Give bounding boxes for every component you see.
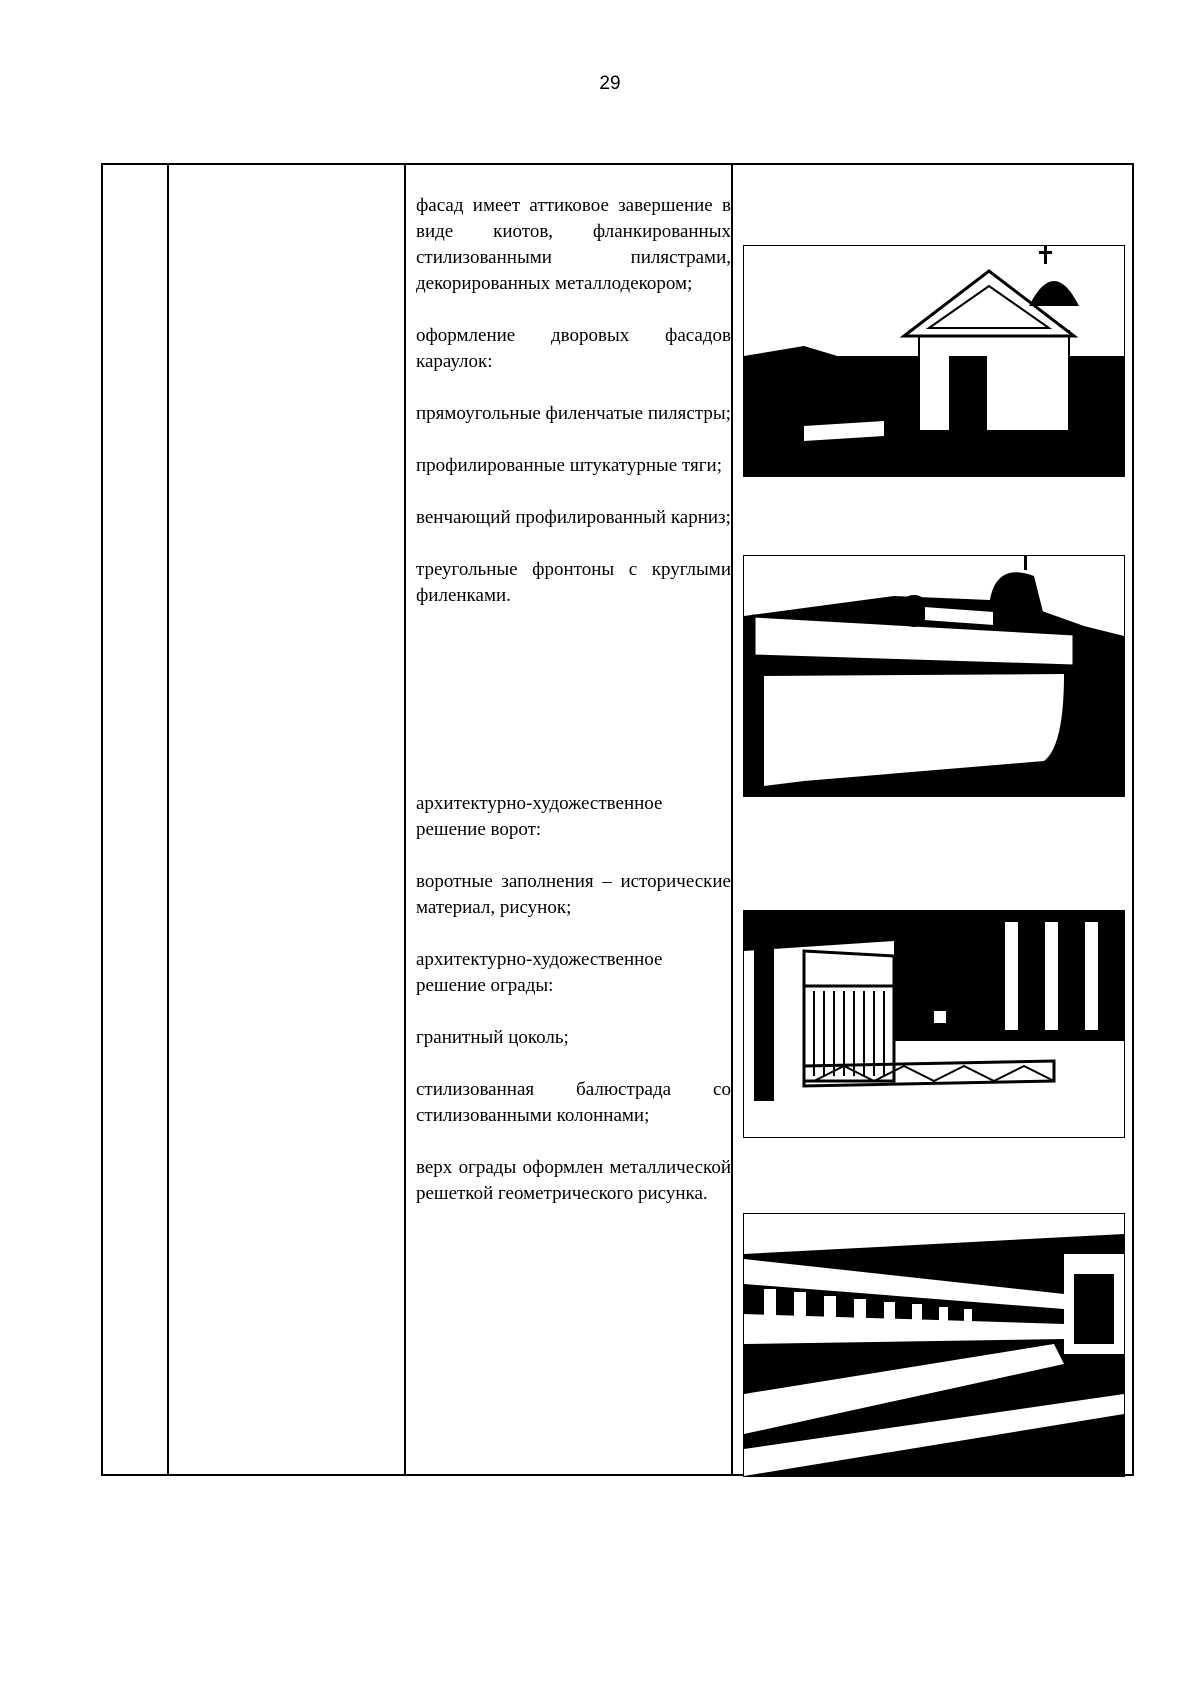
paragraph-cornice: венчающий профилированный карниз; [416, 507, 731, 528]
description-table [101, 163, 1134, 1476]
column-divider-2 [404, 165, 406, 1474]
paragraph-gate-fillings: воротные заполнения – исторические материал, рисунок; [416, 871, 731, 918]
description-text-column [416, 193, 731, 1207]
column-divider-1 [167, 165, 169, 1474]
paragraph-balustrade: стилизованная балюстрада со стилизованными колоннами; [416, 1079, 731, 1126]
cornice-detail-photo-icon [743, 555, 1125, 797]
paragraph-fence-top: верх ограды оформлен металлической решеткой геометрического рисунка. [416, 1157, 731, 1204]
paragraph-attic: фасад имеет аттиковое завершение в виде киотов, фланкированных стилизованными пилястрами, декорированных металлодекором; [416, 195, 731, 294]
guardhouse-photo-icon [743, 245, 1125, 477]
fence-balustrade-photo-icon [743, 1213, 1125, 1477]
paragraph-granite-plinth: гранитный цоколь; [416, 1027, 569, 1048]
column-divider-3 [731, 165, 733, 1474]
page-number: 29 [599, 73, 621, 94]
paragraph-courtyard-facades: оформление дворовых фасадов караулок: [416, 325, 731, 372]
paragraph-fence-solution: архитектурно-художественное решение ограды: [416, 949, 663, 996]
paragraph-tie-rods: профилированные штукатурные тяги; [416, 455, 723, 476]
gates-photo-icon [743, 910, 1125, 1138]
paragraph-pediments: треугольные фронтоны с круглыми филенками. [416, 559, 731, 606]
paragraph-gates-solution: архитектурно-художественное решение ворот: [416, 793, 663, 840]
paragraph-pilasters: прямоугольные филенчатые пилястры; [416, 403, 731, 424]
